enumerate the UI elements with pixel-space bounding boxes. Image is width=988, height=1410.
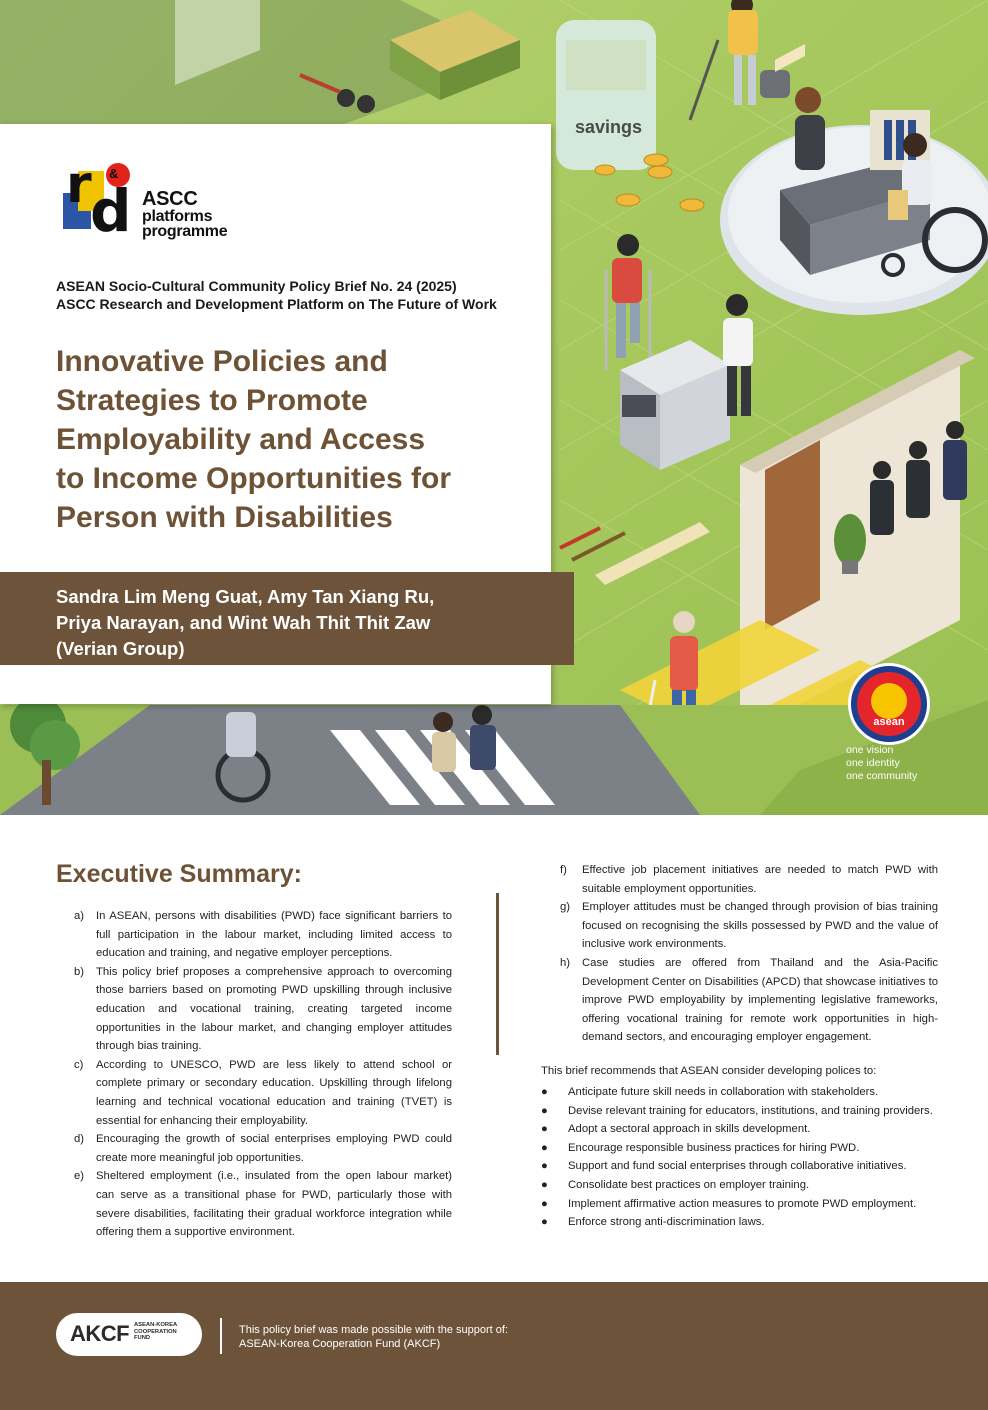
recommendations-list <box>541 1083 939 1232</box>
footer-support-line: ASEAN-Korea Cooperation Fund (AKCF) <box>239 1338 441 1350</box>
summary-item <box>74 963 452 1056</box>
akcf-subtext-line: FUND <box>134 1335 151 1342</box>
logo-ampersand: & <box>109 166 119 181</box>
item-marker: a) <box>74 910 85 922</box>
summary-item <box>74 1167 452 1241</box>
summary-left-column <box>74 907 452 1242</box>
author-line: Priya Narayan, and Wint Wah Thit Thit Zaw <box>56 612 431 633</box>
item-text: This policy brief proposes a comprehensive approach to overcoming those barriers based on promoting PWD upskilling through inclusive education and vocational training, creating targeted income opportunities in the labour market, and changing employer attitudes through bias training. <box>96 965 452 1053</box>
recommendation-text: Support and fund social enterprises through collaborative initiatives. <box>568 1160 907 1173</box>
logo-brand-text <box>142 189 227 239</box>
title-line: to Income Opportunities for <box>56 462 451 495</box>
item-marker: h) <box>560 956 571 969</box>
motto-line: one vision <box>846 744 894 756</box>
item-text: According to UNESCO, PWD are less likely to attend school or complete primary or secondary education. Upskilling through lifelong learning and technical vocational education and training (TVET) is essential for enhancing their employability. <box>96 1058 452 1127</box>
item-text: Sheltered employment (i.e., insulated from the open labour market) can serve as a transitional phase for PWD, particularly those with severe disabilities, facilitating their gradual workforce integration while offering them a supportive environment. <box>96 1170 452 1239</box>
akcf-subtext-line: COOPERATION <box>134 1328 177 1335</box>
asean-motto <box>846 744 936 783</box>
page-title <box>56 342 536 537</box>
recommendation-text: Encourage responsible business practices for hiring PWD. <box>568 1141 860 1154</box>
bullet-icon: ● <box>541 1216 548 1229</box>
logo-letter-d: d <box>90 177 132 245</box>
recommendation-item <box>541 1213 939 1232</box>
summary-item <box>560 898 938 954</box>
platform-line: ASCC Research and Development Platform on The Future of Work <box>56 296 497 312</box>
akcf-logo <box>56 1313 202 1356</box>
asean-logo-word: asean <box>873 716 905 728</box>
item-marker: c) <box>74 1058 84 1071</box>
bullet-icon: ● <box>541 1141 548 1154</box>
item-text: In ASEAN, persons with disabilities (PWD) face significant barriers to full participation in the labour market, including limited access to education and training, and negative employer perceptions. <box>96 910 452 960</box>
item-text: Case studies are offered from Thailand and the Asia-Pacific Development Center on Disabilities (APCD) that showcase initiatives to improve PWD employability by implementing legislative frameworks, offering vocational training for remote work opportunities in high-demand sectors, and encouraging employer engagement. <box>582 956 939 1044</box>
recommendation-item <box>541 1139 939 1158</box>
logo-brand-line: ASCC <box>142 188 198 210</box>
title-line: Employability and Access <box>56 423 426 456</box>
item-marker: d) <box>74 1133 85 1146</box>
series-line: ASEAN Socio-Cultural Community Policy Brief No. 24 (2025) <box>56 278 457 294</box>
item-marker: g) <box>560 901 571 914</box>
footer-support-line: This policy brief was made possible with the support of: <box>239 1324 509 1336</box>
author-line: Sandra Lim Meng Guat, Amy Tan Xiang Ru, <box>56 586 435 607</box>
summary-item <box>560 954 938 1047</box>
item-text: Encouraging the growth of social enterprises employing PWD could create more meaningful job opportunities. <box>96 1133 452 1164</box>
recommendation-item <box>541 1195 939 1214</box>
recommendation-text: Enforce strong anti-discrimination laws. <box>568 1216 765 1229</box>
recommendation-text: Implement affirmative action measures to promote PWD employment. <box>568 1197 917 1210</box>
title-line: Innovative Policies and <box>56 345 388 378</box>
column-divider <box>496 893 499 1055</box>
logo-brand-line: programme <box>142 223 228 240</box>
bullet-icon: ● <box>541 1086 548 1098</box>
recommendation-item <box>541 1102 939 1121</box>
asean-logo-rice-icon <box>871 683 907 719</box>
logo-brand-line: platforms <box>142 208 213 225</box>
title-line: Strategies to Promote <box>56 384 368 417</box>
recommendation-text: Consolidate best practices on employer training. <box>568 1178 810 1191</box>
summary-item <box>74 1130 452 1167</box>
bullet-icon: ● <box>541 1178 548 1191</box>
motto-line: one community <box>846 770 918 782</box>
recommendation-text: Adopt a sectoral approach in skills development. <box>568 1123 811 1136</box>
item-marker: e) <box>74 1170 85 1183</box>
summary-item <box>74 907 452 963</box>
recommendation-text: Anticipate future skill needs in collaboration with stakeholders. <box>568 1086 879 1098</box>
bullet-icon: ● <box>541 1197 548 1210</box>
asean-logo <box>848 663 930 745</box>
summary-item <box>560 861 938 898</box>
executive-summary-heading: Executive Summary: <box>56 860 302 888</box>
savings-label: savings <box>575 117 643 137</box>
recommendation-item <box>541 1083 939 1102</box>
item-marker: f) <box>560 864 567 876</box>
item-marker: b) <box>74 965 85 978</box>
recommendation-text: Devise relevant training for educators, institutions, and training providers. <box>568 1104 933 1117</box>
akcf-subtext-line: ASEAN-KOREA <box>134 1322 178 1328</box>
author-line: (Verian Group) <box>56 638 185 659</box>
rd-platforms-logo <box>60 155 260 248</box>
footer-support-text <box>239 1323 508 1351</box>
bullet-icon: ● <box>541 1160 548 1173</box>
authors <box>56 584 556 662</box>
recommendation-item <box>541 1157 939 1176</box>
motto-line: one identity <box>846 757 900 769</box>
summary-item <box>74 1056 452 1130</box>
recommendation-item <box>541 1176 939 1195</box>
akcf-logo-subtext <box>134 1322 177 1342</box>
item-text: Effective job placement initiatives are needed to match PWD with suitable employment opportunities. <box>582 864 938 895</box>
akcf-logo-text: AKCF <box>70 1321 130 1346</box>
recommendation-item <box>541 1120 939 1139</box>
logo-letter-r: r <box>66 155 92 215</box>
summary-right-column <box>560 861 938 1047</box>
item-text: Employer attitudes must be changed through provision of bias training focused on recognising the skills possessed by PWD and the value of inclusive work environments. <box>582 901 938 951</box>
footer-divider <box>220 1318 222 1354</box>
title-line: Person with Disabilities <box>56 501 393 534</box>
asean-logo-ring <box>857 672 921 736</box>
bullet-icon: ● <box>541 1123 548 1136</box>
recommendations-intro: This brief recommends that ASEAN consider developing polices to: <box>541 1065 877 1077</box>
bullet-icon: ● <box>541 1104 548 1117</box>
